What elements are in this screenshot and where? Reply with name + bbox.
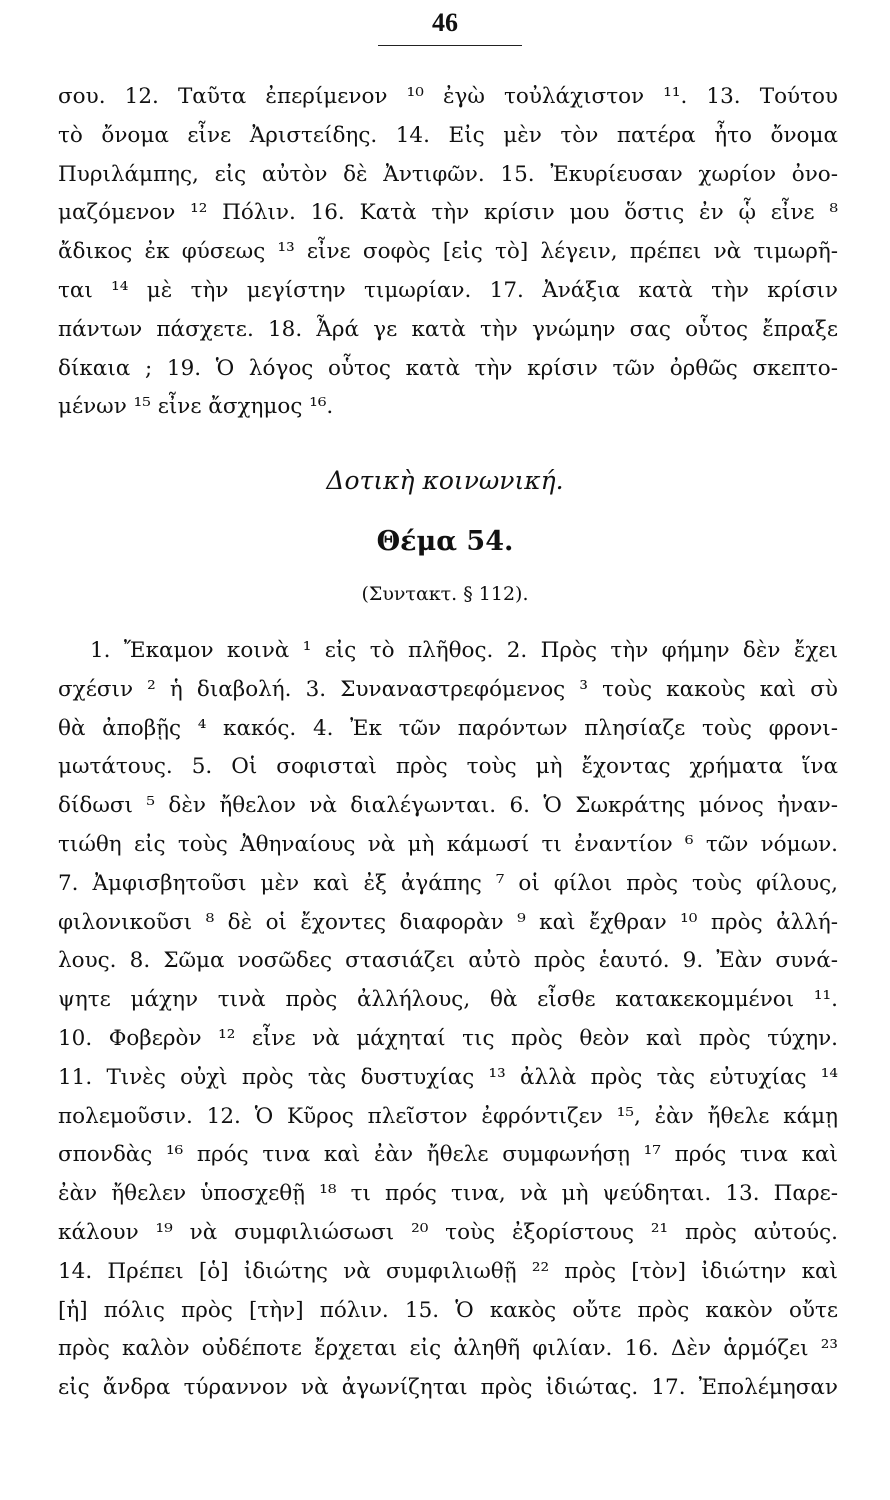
text-line: μαζόμενον ¹² Πόλιν. 16. Κατὰ τὴν κρίσιν μου ὅστις ἐν ᾧ εἶνε ⁸: [58, 200, 838, 226]
text-line: λους. 8. Σῶμα νοσῶδες στασιάζει αὐτὸ πρὸς ἑαυτό. 9. Ἐὰν συνά-: [58, 948, 838, 974]
text-line: τιώθη εἰς τοὺς Ἀθηναίους νὰ μὴ κάμωσί τι ἐναντίον ⁶ τῶν νόμων.: [58, 831, 838, 857]
header-rule: [378, 45, 522, 46]
text-line: σχέσιν ² ἡ διαβολή. 3. Συναναστρεφόμενος ³ τοὺς κακοὺς καὶ σὺ: [58, 676, 838, 702]
text-line: σπονδὰς ¹⁶ πρός τινα καὶ ἐὰν ἤθελε συμφωνήσῃ ¹⁷ πρός τινα καὶ: [58, 1142, 838, 1168]
section-title: Θέμα 54.: [376, 526, 514, 557]
text-line: 11. Τινὲς οὐχὶ πρὸς τὰς δυστυχίας ¹³ ἀλλὰ πρὸς τὰς εὐτυχίας ¹⁴: [58, 1064, 838, 1090]
text-line: κάλουν ¹⁹ νὰ συμφιλιώσωσι ²⁰ τοὺς ἐξορίστους ²¹ πρὸς αὐτούς.: [58, 1219, 838, 1245]
text-line: μένων ¹⁵ εἶνε ἄσχημος ¹⁶.: [58, 394, 334, 420]
page-number: 46: [432, 8, 458, 37]
text-line: φιλονικοῦσι ⁸ δὲ οἱ ἔχοντες διαφορὰν ⁹ καὶ ἔχθραν ¹⁰ πρὸς ἀλλή-: [58, 909, 838, 935]
text-line: ἐὰν ἤθελεν ὑποσχεθῇ ¹⁸ τι πρός τινα, νὰ μὴ ψεύδηται. 13. Παρε-: [58, 1181, 838, 1207]
text-line: πάντων πάσχετε. 18. Ἆρά γε κατὰ τὴν γνώμην σας οὗτος ἔπραξε: [58, 316, 838, 342]
paragraph-previous-exercise: [58, 78, 838, 427]
text-line: σου. 12. Ταῦτα ἐπερίμενον ¹⁰ ἐγὼ τοὐλάχιστον ¹¹. 13. Τούτου: [58, 84, 838, 109]
text-line: ται ¹⁴ μὲ τὴν μεγίστην τιμωρίαν. 17. Ἀνάξια κατὰ τὴν κρίσιν: [58, 277, 838, 303]
text-line: θὰ ἀποβῇς ⁴ κακός. 4. Ἐκ τῶν παρόντων πλησίαζε τοὺς φρονι-: [58, 715, 838, 741]
text-line: 14. Πρέπει [ὁ] ἰδιώτης νὰ συμφιλιωθῇ ²² πρὸς [τὸν] ἰδιώτην καὶ: [58, 1258, 838, 1284]
text-line: τὸ ὄνομα εἶνε Ἀριστείδης. 14. Εἰς μὲν τὸν πατέρα ἦτο ὄνομα: [58, 122, 838, 148]
text-line: δίκαια ; 19. Ὁ λόγος οὗτος κατὰ τὴν κρίσιν τῶν ὀρθῶς σκεπτο-: [58, 355, 838, 381]
text-line: 1. Ἔκαμον κοινὰ ¹ εἰς τὸ πλῆθος. 2. Πρὸς τὴν φήμην δὲν ἔχει: [90, 638, 838, 663]
section-subtitle: Δοτικὴ κοινωνική.: [326, 466, 564, 495]
text-line: 10. Φοβερὸν ¹² εἶνε νὰ μάχηταί τις πρὸς θεὸν καὶ πρὸς τύχην.: [58, 1025, 838, 1051]
text-line: ψητε μάχην τινὰ πρὸς ἀλλήλους, θὰ εἶσθε κατακεκομμένοι ¹¹.: [58, 987, 838, 1013]
text-line: εἰς ἄνδρα τύραννον νὰ ἀγωνίζηται πρὸς ἰδιώτας. 17. Ἐπολέμησαν: [58, 1375, 838, 1401]
text-line: πρὸς καλὸν οὐδέποτε ἔρχεται εἰς ἀληθῆ φιλίαν. 16. Δὲν ἁρμόζει ²³: [58, 1336, 838, 1362]
text-line: μωτάτους. 5. Οἱ σοφισταὶ πρὸς τοὺς μὴ ἔχοντας χρήματα ἵνα: [58, 754, 838, 780]
text-line: ἄδικος ἐκ φύσεως ¹³ εἶνε σοφὸς [εἰς τὸ] λέγειν, πρέπει νὰ τιμωρῆ-: [58, 239, 838, 265]
paragraph-exercise-54: [58, 632, 838, 1408]
text-line: δίδωσι ⁵ δὲν ἤθελον νὰ διαλέγωνται. 6. Ὁ Σωκράτης μόνος ἠναν-: [58, 793, 838, 819]
text-line: πολεμοῦσιν. 12. Ὁ Κῦρος πλεῖστον ἐφρόντιζεν ¹⁵, ἐὰν ἤθελε κάμῃ: [58, 1103, 838, 1129]
syntax-reference: (Συντακτ. § 112).: [361, 583, 529, 605]
text-line: Πυριλάμπης, εἰς αὐτὸν δὲ Ἀντιφῶν. 15. Ἐκυρίευσαν χωρίον ὀνο-: [58, 161, 838, 187]
text-line: [ἡ] πόλις πρὸς [τὴν] πόλιν. 15. Ὁ κακὸς οὔτε πρὸς κακὸν οὔτε: [58, 1297, 838, 1323]
text-line: 7. Ἀμφισβητοῦσι μὲν καὶ ἐξ ἀγάπης ⁷ οἱ φίλοι πρὸς τοὺς φίλους,: [58, 870, 838, 896]
